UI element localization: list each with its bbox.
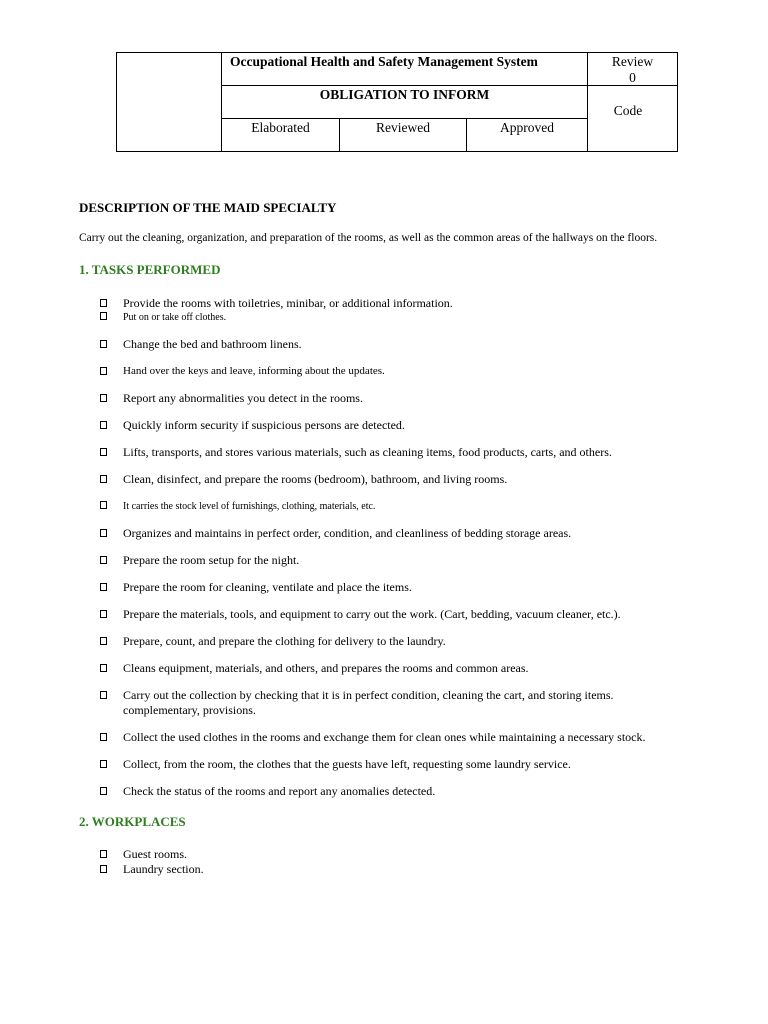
list-item xyxy=(100,445,612,460)
list-item-text: Put on or take off clothes. xyxy=(123,312,227,323)
section-heading-tasks: 1. TASKS PERFORMED xyxy=(79,262,221,277)
section-heading-workplaces: 2. WORKPLACES xyxy=(79,814,186,829)
list-item-text: Prepare the materials, tools, and equipment to carry out the work. (Cart, bedding, vacuum cleaner, etc.). xyxy=(123,607,621,621)
list-item-text: Cleans equipment, materials, and others, and prepares the rooms and common areas. xyxy=(123,661,529,675)
list-item xyxy=(100,337,302,352)
list-item-text: It carries the stock level of furnishings, clothing, materials, etc. xyxy=(123,501,376,512)
document-title: OBLIGATION TO INFORM xyxy=(319,87,490,102)
list-item xyxy=(100,472,507,487)
list-item xyxy=(100,580,412,595)
checkbox-bullet-icon xyxy=(100,312,107,320)
list-item-text: Guest rooms. xyxy=(123,847,187,861)
page-title: DESCRIPTION OF THE MAID SPECIALTY xyxy=(79,200,337,215)
document-header-table xyxy=(116,52,678,152)
checkbox-bullet-icon xyxy=(100,733,107,741)
checkbox-bullet-icon xyxy=(100,340,107,348)
checkbox-bullet-icon xyxy=(100,394,107,402)
table-border-bottom xyxy=(116,151,678,152)
approved-label: Approved xyxy=(500,120,554,135)
checkbox-bullet-icon xyxy=(100,664,107,672)
list-item xyxy=(100,553,299,568)
checkbox-bullet-icon xyxy=(100,637,107,645)
list-item xyxy=(100,607,621,622)
list-item-text: Organizes and maintains in perfect order, condition, and cleanliness of bedding storage areas. xyxy=(123,526,572,540)
checkbox-bullet-icon xyxy=(100,448,107,456)
checkbox-bullet-icon xyxy=(100,583,107,591)
list-item-text: Collect, from the room, the clothes that the guests have left, requesting some laundry service. xyxy=(123,757,571,771)
list-item-text: Report any abnormalities you detect in the rooms. xyxy=(123,391,363,405)
list-item-text: Prepare the room setup for the night. xyxy=(123,553,300,567)
list-item-text: Check the status of the rooms and report any anomalies detected. xyxy=(123,784,436,798)
description-text: Carry out the cleaning, organization, and preparation of the rooms, as well as the common areas of the hallways on the floors. xyxy=(79,232,658,244)
checkbox-bullet-icon xyxy=(100,691,107,699)
list-item-text: Provide the rooms with toiletries, minibar, or additional information. xyxy=(123,296,453,310)
checkbox-bullet-icon xyxy=(100,556,107,564)
checkbox-bullet-icon xyxy=(100,421,107,429)
checkbox-bullet-icon xyxy=(100,501,107,509)
list-item-text: Collect the used clothes in the rooms and exchange them for clean ones while maintaining a necessary stock. xyxy=(123,730,646,744)
list-item xyxy=(100,784,435,799)
list-item-text: Prepare, count, and prepare the clothing for delivery to the laundry. xyxy=(123,634,446,648)
list-item-text: Change the bed and bathroom linens. xyxy=(123,337,302,351)
list-item-text: Hand over the keys and leave, informing about the updates. xyxy=(123,365,385,377)
list-item xyxy=(100,499,375,514)
list-item xyxy=(100,310,226,325)
list-item xyxy=(100,364,385,379)
list-item-text: Laundry section. xyxy=(123,862,204,876)
code-label: Code xyxy=(613,103,643,118)
list-item xyxy=(100,847,187,862)
review-cell xyxy=(588,54,677,86)
checkbox-bullet-icon xyxy=(100,610,107,618)
table-row-divider-2 xyxy=(221,118,588,119)
checkbox-bullet-icon xyxy=(100,760,107,768)
checkbox-bullet-icon xyxy=(100,299,107,307)
review-value: 0 xyxy=(629,70,636,85)
checkbox-bullet-icon xyxy=(100,529,107,537)
list-item xyxy=(100,296,453,311)
checkbox-bullet-icon xyxy=(100,787,107,795)
list-item xyxy=(100,661,529,676)
elaborated-label: Elaborated xyxy=(251,120,310,135)
list-item-text: Lifts, transports, and stores various materials, such as cleaning items, food products, carts, and others. xyxy=(123,445,612,459)
list-item xyxy=(100,757,571,772)
list-item xyxy=(100,634,446,649)
list-item-text: Prepare the room for cleaning, ventilate and place the items. xyxy=(123,580,412,594)
checkbox-bullet-icon xyxy=(100,865,107,873)
reviewed-label: Reviewed xyxy=(376,120,430,135)
list-item-text: Clean, disinfect, and prepare the rooms (bedroom), bathroom, and living rooms. xyxy=(123,472,508,486)
checkbox-bullet-icon xyxy=(100,367,107,375)
list-item xyxy=(100,418,405,433)
list-item-text: Carry out the collection by checking that it is in perfect condition, cleaning the cart, and storing items. complementary, provisions. xyxy=(123,688,614,717)
list-item-text: Quickly inform security if suspicious persons are detected. xyxy=(123,418,405,432)
checkbox-bullet-icon xyxy=(100,850,107,858)
list-item xyxy=(100,730,646,745)
list-item xyxy=(100,526,571,541)
checkbox-bullet-icon xyxy=(100,475,107,483)
list-item xyxy=(100,688,623,718)
review-label: Review xyxy=(611,54,654,69)
list-item xyxy=(100,391,363,406)
logo-cell xyxy=(117,53,221,151)
system-title: Occupational Health and Safety Management System xyxy=(230,54,538,69)
table-border-right xyxy=(677,52,678,152)
list-item xyxy=(100,862,204,877)
